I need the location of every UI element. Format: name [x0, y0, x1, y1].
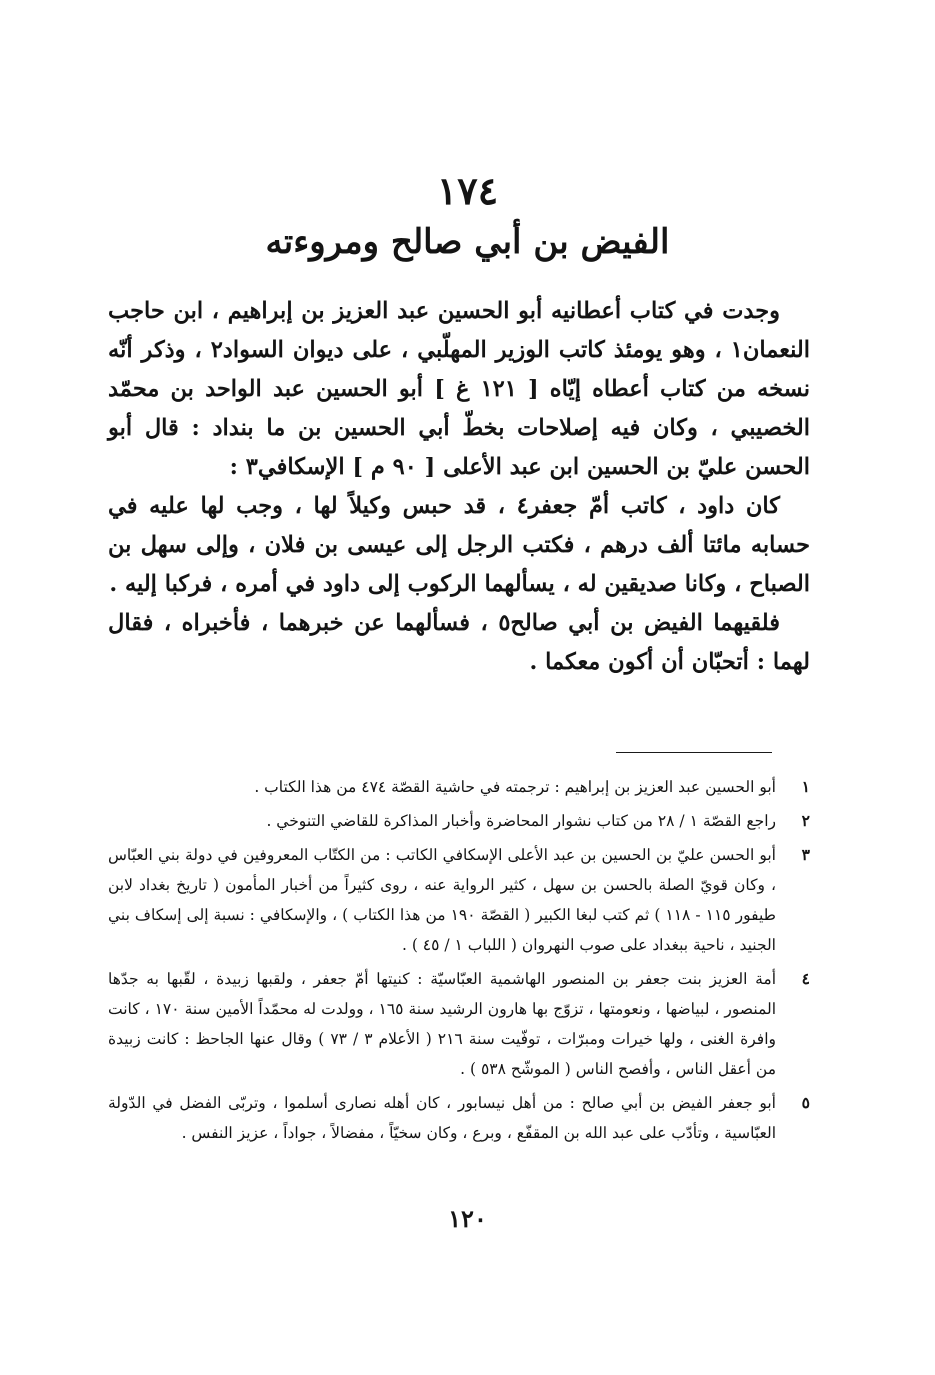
body-paragraph-2: كان داود ، كاتب أمّ جعفر٤ ، قد حبس وكيلاً لها ، وجب لها عليه في حسابه مائتا ألف درهم ، فكتب الرجل إلى عيسى بن فلان ، وإلى سهل بن الصباح ، وكانا صديقين له ، يسألهما الركوب إلى داود في أمره ، فركبا إليه . [108, 493, 810, 597]
footnote-number: ١ [801, 777, 810, 796]
footnote-4 [108, 964, 810, 1084]
footnote-text: أبو الحسين عبد العزيز بن إبراهيم : ترجمته في حاشية القصّة ٤٧٤ من هذا الكتاب . [254, 778, 776, 796]
footnote-2 [108, 806, 810, 836]
page-number: ١٢٠ [448, 1204, 487, 1233]
body-paragraph-3: فلقيهما الفيض بن أبي صالح٥ ، فسألهما عن خبرهما ، فأخبراه ، فقال لهما : أتحبّان أن أكون معكما . [108, 610, 810, 675]
footnote-5 [108, 1088, 810, 1148]
story-title: الفيض بن أبي صالح ومروءته [265, 222, 670, 262]
story-body [108, 292, 810, 682]
footnotes [108, 772, 810, 1152]
footnote-1 [108, 772, 810, 802]
body-paragraph-1: وجدت في كتاب أعطانيه أبو الحسين عبد العزيز بن إبراهيم ، ابن حاجب النعمان١ ، وهو يومئذ كاتب الوزير المهلّبي ، على ديوان السواد٢ ، وذكر أنّه نسخه من كتاب أعطاه إيّاه [ ١٢١ غ ] أبو الحسين عبد الواحد بن محمّد الخصيبي ، وكان فيه إصلاحات بخطّ أبي الحسين بن ما بنداد : قال أبو الحسن عليّ بن الحسين ابن عبد الأعلى [ ٩٠ م ] الإسكافي٣ : [108, 298, 810, 480]
footnote-separator [616, 752, 772, 753]
footnote-text: راجع القصّة ١ / ٢٨ من كتاب نشوار المحاضرة وأخبار المذاكرة للقاضي التنوخي . [266, 812, 776, 830]
footnote-3 [108, 840, 810, 960]
story-number: ١٧٤ [436, 168, 499, 213]
footnote-number: ٥ [801, 1093, 810, 1112]
footnote-text: أبو الحسن عليّ بن الحسين بن عبد الأعلى الإسكافي الكاتب : من الكتّاب المعروفين في دولة بني العبّاس ، وكان قويّ الصلة بالحسن بن سهل ، كثير الرواية عنه ، روى كثيراً من أخبار المأمون ( تاريخ بغداد لابن طيفور ١١٥ - ١١٨ ) ثم كتب لبغا الكبير ( القصّة ١٩٠ من هذا الكتاب ) ، والإسكافي : نسبة إلى إسكاف بني الجنيد ، ناحية ببغداد على صوب النهروان ( اللباب ١ / ٤٥ ) . [108, 846, 776, 954]
footnote-number: ٤ [801, 969, 810, 988]
footnote-number: ٢ [801, 811, 810, 830]
footnote-text: أبو جعفر الفيض بن أبي صالح : من أهل نيسابور ، كان أهله نصارى أسلموا ، وتربّى الفضل في الدّولة العبّاسية ، وتأدّب على عبد الله بن المقفّع ، وبرع ، وكان سخيّاً ، مفضالاً ، جواداً ، عزيز النفس . [108, 1094, 776, 1142]
footnote-text: أمة العزيز بنت جعفر بن المنصور الهاشمية العبّاسيّة : كنيتها أمّ جعفر ، ولقبها زبيدة ، لقّبها به جدّها المنصور ، لبياضها ، ونعومتها ، تزوّج بها هارون الرشيد سنة ١٦٥ ، وولدت له محمّداً الأمين سنة ١٧٠ ، كانت وافرة الغنى ، ولها خيرات ومبرّات ، توفّيت سنة ٢١٦ ( الأعلام ٣ / ٧٣ ) وقال عنها الجاحظ : كانت زبيدة من أعقل الناس ، وأفصح الناس ( الموشّح ٥٣٨ ) . [108, 970, 777, 1078]
footnote-number: ٣ [801, 845, 810, 864]
